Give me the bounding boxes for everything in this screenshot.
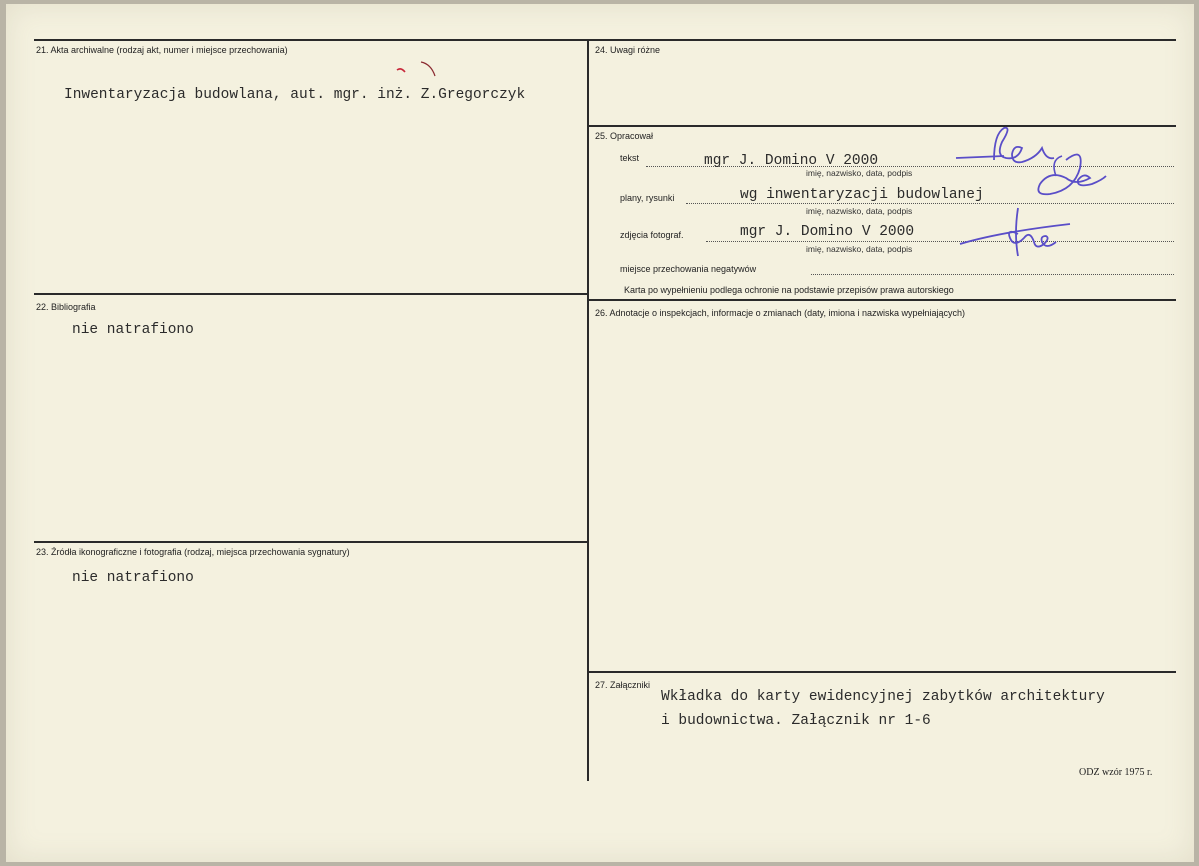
red-mark: [391, 58, 451, 88]
field-27-label: 27. Załączniki: [595, 680, 651, 690]
plany-caption: imię, nazwisko, data, podpis: [806, 206, 913, 216]
field-21-value: Inwentaryzacja budowlana, aut. mgr. inż. Z.Gregorczyk: [64, 87, 526, 103]
copyright-notice: Karta po wypełnieniu podlega ochronie na podstawie przepisów prawa autorskiego: [624, 285, 954, 295]
divider-22-23: [34, 541, 589, 543]
divider-26-27: [589, 671, 1176, 673]
field-26-label: 26. Adnotacje o inspekcjach, informacje o zmianach (daty, imiona i nazwiska wypełniających): [595, 308, 966, 318]
plany-label: plany, rysunki: [620, 193, 675, 203]
divider-25-26: [589, 299, 1176, 301]
field-23-label: 23. Źródła ikonograficzne i fotografia (rodzaj, miejsca przechowania sygnatury): [36, 547, 350, 557]
divider-21-22: [34, 293, 589, 295]
negatywy-line: [811, 274, 1174, 275]
tekst-value: mgr J. Domino V 2000: [704, 153, 879, 169]
field-25-label: 25. Opracował: [595, 131, 654, 141]
zdjecia-value: mgr J. Domino V 2000: [740, 224, 915, 240]
field-27-value-line2: i budownictwa. Załącznik nr 1-6: [661, 713, 931, 729]
field-27-value-line1: Wkładka do karty ewidencyjnej zabytków architektury: [661, 689, 1105, 705]
field-21-label: 21. Akta archiwalne (rodzaj akt, numer i miejsce przechowania): [36, 45, 288, 55]
signature-zdjecia: [956, 200, 1106, 270]
top-rule: [34, 39, 1176, 41]
center-rule: [587, 39, 589, 781]
field-24-label: 24. Uwagi różne: [595, 45, 661, 55]
field-22-value: nie natrafiono: [72, 322, 194, 338]
field-22-label: 22. Bibliografia: [36, 302, 96, 312]
negatywy-label: miejsce przechowania negatywów: [620, 264, 757, 274]
field-23-value: nie natrafiono: [72, 570, 194, 586]
record-card: [6, 4, 1194, 862]
tekst-caption: imię, nazwisko, data, podpis: [806, 168, 913, 178]
signature-plany: [1006, 146, 1146, 206]
zdjecia-caption: imię, nazwisko, data, podpis: [806, 244, 913, 254]
form-identifier: ODZ wzór 1975 r.: [1079, 767, 1153, 778]
plany-value: wg inwentaryzacji budowlanej: [740, 187, 984, 203]
zdjecia-label: zdjęcia fotograf.: [620, 230, 684, 240]
divider-24-25: [589, 125, 1176, 127]
tekst-label: tekst: [620, 153, 640, 163]
